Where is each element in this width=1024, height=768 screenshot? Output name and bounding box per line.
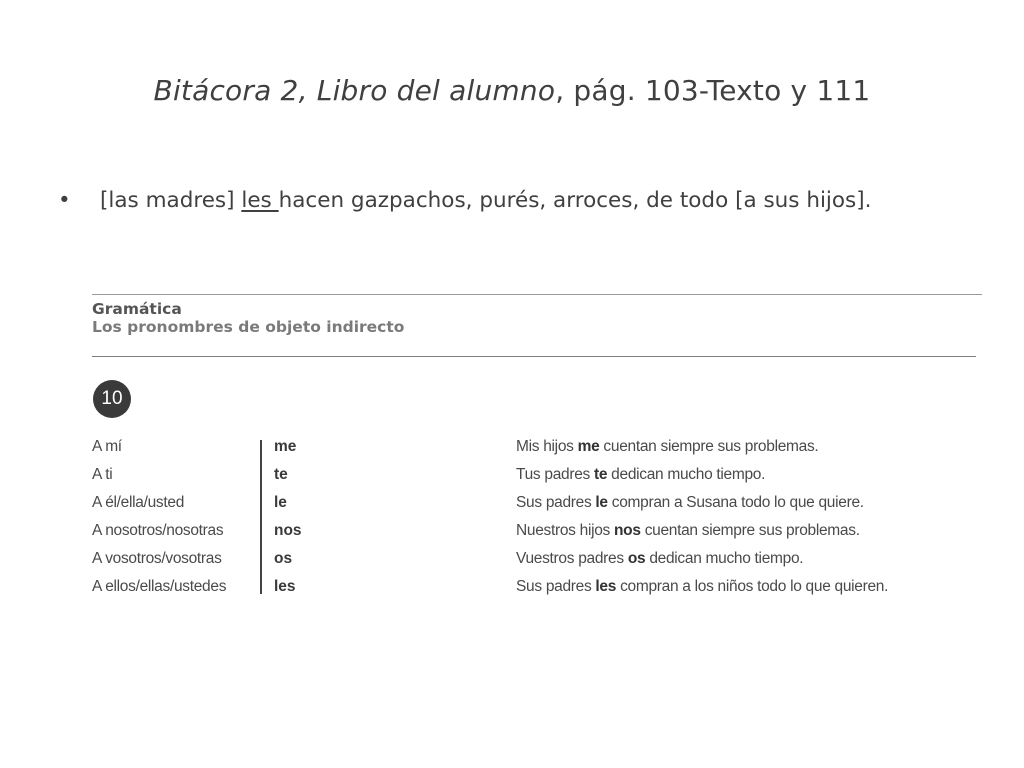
example-sentence xyxy=(516,466,765,484)
pronoun-row xyxy=(92,522,984,550)
grammar-excerpt xyxy=(92,292,984,612)
example-before: Tus padres xyxy=(516,466,594,483)
example-pronoun: nos xyxy=(614,522,641,539)
pronoun-row xyxy=(92,550,984,578)
example-after: cuentan siempre sus problemas. xyxy=(599,438,819,455)
person-label: A vosotros/vosotras xyxy=(92,550,222,567)
header-divider xyxy=(92,356,976,357)
grammar-subtitle: Los pronombres de objeto indirecto xyxy=(92,318,405,336)
bullet-dot-icon: • xyxy=(58,188,71,213)
example-pronoun: me xyxy=(577,438,600,455)
slide-title-italic: Bitácora 2, Libro del alumno xyxy=(153,74,556,107)
pronoun-label: nos xyxy=(274,522,302,539)
person-label: A ellos/ellas/ustedes xyxy=(92,578,227,595)
pronoun-row xyxy=(92,578,984,606)
bullet-text-underlined: les xyxy=(241,188,279,213)
example-before: Sus padres xyxy=(516,494,596,511)
example-after: dedican mucho tiempo. xyxy=(645,550,804,567)
example-before: Sus padres xyxy=(516,578,596,595)
example-sentence xyxy=(516,578,888,596)
pronoun-row xyxy=(92,494,984,522)
example-before: Vuestros padres xyxy=(516,550,628,567)
example-pronoun: le xyxy=(595,494,608,511)
example-sentence xyxy=(516,550,803,568)
bullet-text xyxy=(100,188,871,213)
person-label: A él/ella/usted xyxy=(92,494,185,511)
slide-title-rest: , pág. 103-Texto y 111 xyxy=(555,74,871,107)
person-label: A mí xyxy=(92,438,122,455)
exercise-number-badge: 10 xyxy=(93,380,131,418)
pronoun-row xyxy=(92,438,984,466)
example-before: Mis hijos xyxy=(516,438,578,455)
example-sentence xyxy=(516,494,864,512)
example-pronoun: os xyxy=(627,550,646,567)
pronoun-row xyxy=(92,466,984,494)
pronoun-label: les xyxy=(274,578,296,595)
person-label: A ti xyxy=(92,466,113,483)
example-after: dedican mucho tiempo. xyxy=(607,466,766,483)
bullet-text-before: [las madres] xyxy=(100,188,242,213)
example-sentence xyxy=(516,438,818,456)
person-label: A nosotros/nosotras xyxy=(92,522,224,539)
example-after: cuentan siempre sus problemas. xyxy=(640,522,860,539)
pronoun-label: os xyxy=(274,550,293,567)
pronoun-label: me xyxy=(274,438,297,455)
example-pronoun: te xyxy=(593,466,608,483)
top-divider xyxy=(92,294,982,295)
pronoun-label: te xyxy=(274,466,288,483)
grammar-title: Gramática xyxy=(92,300,182,318)
slide-title xyxy=(0,74,1024,107)
bullet-text-after: hacen gazpachos, purés, arroces, de todo [a sus hijos]. xyxy=(278,188,872,213)
example-sentence xyxy=(516,522,860,540)
example-after: compran a los niños todo lo que quieren. xyxy=(616,578,889,595)
example-after: compran a Susana todo lo que quiere. xyxy=(607,494,864,511)
pronoun-label: le xyxy=(274,494,287,511)
example-pronoun: les xyxy=(595,578,617,595)
example-before: Nuestros hijos xyxy=(516,522,615,539)
